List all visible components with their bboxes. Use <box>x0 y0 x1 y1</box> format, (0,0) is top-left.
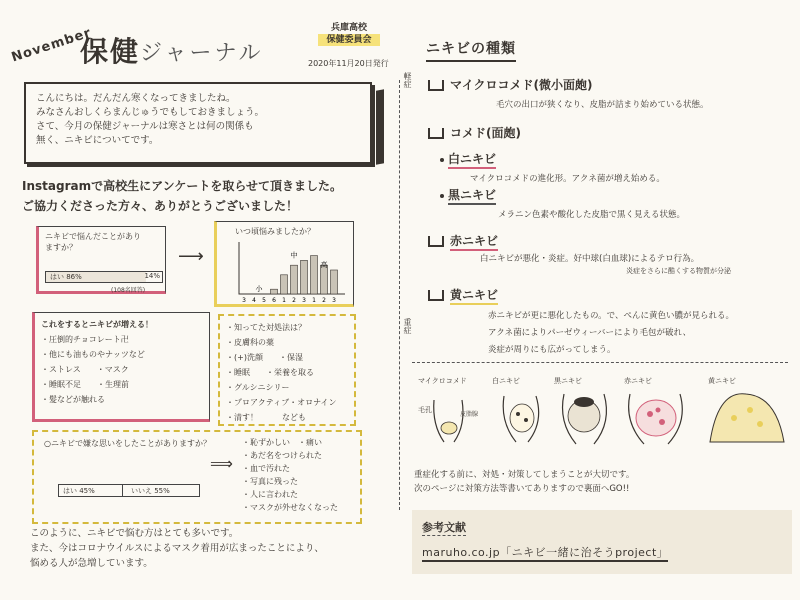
bad-experience-box <box>32 430 362 524</box>
greeting-line: さて、今月の保健ジャーナルは寒さとは何の関係も <box>36 121 254 132</box>
red-acne-drawing <box>620 380 692 450</box>
illustration-caption: 白ニキビ <box>492 377 520 385</box>
school-name: 兵庫高校 <box>330 23 367 33</box>
intro-line: Instagramで高校生にアンケートを取らせて頂きました。 <box>22 179 343 193</box>
no-label: 14% <box>144 272 160 280</box>
book-icon <box>428 80 444 91</box>
red-acne-note: 炎症をさらに酷くする物質が分泌 <box>626 267 731 275</box>
section-title: マイクロコメド(微小面皰) <box>450 78 593 92</box>
bar-chart <box>219 226 353 306</box>
chart-tick-label: 6 <box>272 297 276 304</box>
illustration-caption: 黄ニキビ <box>708 377 736 385</box>
white-acne-title <box>440 150 496 167</box>
trigger-item: ・睡眠不足 ・生理前 <box>41 380 129 389</box>
journal-title-sub: ジャーナル <box>140 41 264 66</box>
bullet-icon <box>440 194 444 198</box>
chart-bar <box>271 289 278 294</box>
arrow-icon: ⟶ <box>178 246 204 267</box>
experience-item: ・人に言われた <box>242 490 298 499</box>
survey-worried <box>36 226 166 294</box>
microcomedo-desc: 毛穴の出口が狭くなり、皮脂が詰まり始めている状態。 <box>496 100 709 110</box>
greeting-line: こんにちは。だんだん寒くなってきましたね。 <box>36 93 236 104</box>
trigger-item: ・圧倒的チョコレート卍 <box>41 335 129 344</box>
experience-item: ・恥ずかしい ・痛い <box>242 438 322 447</box>
no-label: いいえ 55% <box>131 487 170 495</box>
greeting-line: 無く、ニキビについてです。 <box>36 135 159 146</box>
white-acne-desc: マイクロコメドの進化形。アクネ菌が増え始める。 <box>470 174 665 184</box>
chart-tick-label: 5 <box>262 297 266 304</box>
subsection-title: 黒ニキビ <box>448 188 496 205</box>
illustration-caption: マイクロコメド <box>418 377 467 385</box>
conclusion-line: また、今はコロナウイルスによるマスク着用が広まったことにより、 <box>30 543 324 554</box>
mild-label: 軽症 <box>403 72 412 88</box>
acne-triggers-box <box>32 312 210 422</box>
section-title: コメド(面皰) <box>450 126 521 140</box>
label-sebaceous: 皮脂腺 <box>460 411 479 418</box>
committee-name: 保健委員会 <box>318 34 380 46</box>
closing-line: 次のページに対策方法等書いてありますので裏面へGO!! <box>414 484 630 494</box>
section-microcomedo <box>428 76 593 93</box>
chart-tick-label: 3 <box>332 297 336 304</box>
severe-label: 重症 <box>403 318 412 334</box>
chart-tick-label: 2 <box>292 297 296 304</box>
survey-question: ニキビで悩んだことがありますか？ <box>45 232 141 252</box>
black-acne-title <box>440 186 496 203</box>
greeting-box <box>24 82 372 164</box>
section-divider <box>412 362 788 363</box>
section-title: 黄ニキビ <box>450 288 498 305</box>
school-info <box>318 22 380 46</box>
label-pore: 毛孔 <box>418 406 432 414</box>
chart-group-label: 中 <box>290 251 298 260</box>
illustration-caption: 赤ニキビ <box>624 377 652 385</box>
chart-bar <box>301 260 308 294</box>
conclusion <box>30 526 390 571</box>
references-box <box>412 510 792 574</box>
intro-line: ご協力くださった方々、ありがとうございました！ <box>22 199 299 213</box>
microcomedo-illustration <box>414 377 486 450</box>
experience-item: ・あだ名をつけられた <box>242 451 322 460</box>
trigger-item: ・髪などが触れる <box>41 395 105 404</box>
remedy-item: ・(+)洗顔 ・保湿 <box>226 353 303 362</box>
remedy-item: ・プロアクティブ・オロナイン <box>226 398 337 407</box>
bad-experience-list <box>242 436 338 514</box>
chart-bar <box>291 265 298 294</box>
acne-types-title: ニキビの種類 <box>426 38 516 62</box>
yellow-acne-desc <box>488 308 734 359</box>
chart-tick-label: 2 <box>322 297 326 304</box>
bad-experience-question: ○ニキビで嫌な思いをしたことがありますか？ <box>44 439 211 448</box>
desc-line: 炎症が周りにも広がってしまう。 <box>488 345 616 355</box>
trigger-item: ・他にも油ものやナッツなど <box>41 350 145 359</box>
double-arrow-icon: ⟹ <box>210 454 233 473</box>
remedy-item: ・睡眠 ・栄養を取る <box>226 368 314 377</box>
triggers-title: これをするとニキビが増える！ <box>41 320 153 329</box>
chart-tick-label: 1 <box>312 297 316 304</box>
conclusion-line: 悩める人が急増しています。 <box>30 558 153 569</box>
closing-note <box>414 468 634 496</box>
section-title: 赤ニキビ <box>450 234 498 251</box>
pore-drawing <box>414 380 486 450</box>
book-icon <box>428 290 444 301</box>
red-acne-desc: 白ニキビが悪化・炎症。好中球(白血球)によるテロ行為。 <box>480 254 700 264</box>
month-label: November <box>9 25 94 66</box>
desc-line: アクネ菌によりパーゼウィーバーにより毛包が破れ、 <box>488 328 692 338</box>
yes-label: はい 86% <box>50 273 82 281</box>
experience-item: ・写真に残った <box>242 477 298 486</box>
greeting-decoration <box>376 89 384 164</box>
experience-item: ・血で汚れた <box>242 464 290 473</box>
greeting-line: みなさんおしくらまんじゅうでもしておきましょう。 <box>36 107 265 118</box>
experience-item: ・マスクが外せなくなった <box>242 503 338 512</box>
section-comedo <box>428 124 521 141</box>
remedy-item: ・清す！ なども <box>226 413 306 422</box>
yes-label: はい 45% <box>63 487 95 495</box>
respondent-note: (108名回答) <box>111 287 146 294</box>
chart-group-label: 小 <box>255 285 263 293</box>
chart-tick-label: 3 <box>302 297 306 304</box>
black-acne-desc: メラニン色素や酸化した皮脂で黒く見える状態。 <box>498 210 686 220</box>
conclusion-line: このように、ニキビで悩む方はとても多いです。 <box>30 528 239 539</box>
references-title: 参考文献 <box>422 521 466 534</box>
chart-bar <box>331 270 338 294</box>
section-yellow-acne <box>428 286 498 303</box>
chart-bar <box>311 256 318 294</box>
chart-group-label: 高 <box>320 261 328 269</box>
instagram-intro <box>22 176 392 216</box>
remedy-item: ・グルシニシリー <box>226 383 290 392</box>
remedies-box <box>218 314 356 426</box>
chart-bar <box>321 265 328 294</box>
illustration-caption: 黒ニキビ <box>554 377 582 385</box>
severity-divider <box>399 80 400 510</box>
chart-tick-label: 3 <box>242 297 246 304</box>
section-red-acne <box>428 232 498 249</box>
black-acne-illustration <box>550 377 622 450</box>
journal-title: 保健 <box>80 35 141 68</box>
yellow-acne-drawing <box>704 380 788 450</box>
subsection-title: 白ニキビ <box>448 152 496 169</box>
when-worried-chart <box>214 221 354 307</box>
red-acne-illustration <box>620 377 692 450</box>
yellow-acne-illustration <box>704 377 788 450</box>
survey-bar <box>45 271 163 283</box>
chart-title: いつ頃悩みましたか？ <box>235 227 315 236</box>
bullet-icon <box>440 158 444 162</box>
remedy-item: ・皮膚科の薬 <box>226 338 274 347</box>
closing-line: 重症化する前に、対処・対策してしまうことが大切です。 <box>414 470 635 480</box>
chart-bar <box>281 275 288 294</box>
reference-link: maruho.co.jp「ニキビ一緒に治そうproject」 <box>422 544 668 562</box>
bad-experience-bar <box>58 484 200 497</box>
chart-tick-label: 4 <box>252 297 256 304</box>
black-acne-drawing <box>550 380 622 450</box>
desc-line: 赤ニキビが更に悪化したもの。で、ぺんに黄色い膿が見られる。 <box>488 311 734 321</box>
chart-tick-label: 1 <box>282 297 286 304</box>
book-icon <box>428 128 444 139</box>
trigger-item: ・ストレス ・マスク <box>41 365 129 374</box>
issue-date: 2020年11月20日発行 <box>308 59 389 68</box>
remedies-title: ・知ってた対処法は？ <box>226 323 306 332</box>
book-icon <box>428 236 444 247</box>
